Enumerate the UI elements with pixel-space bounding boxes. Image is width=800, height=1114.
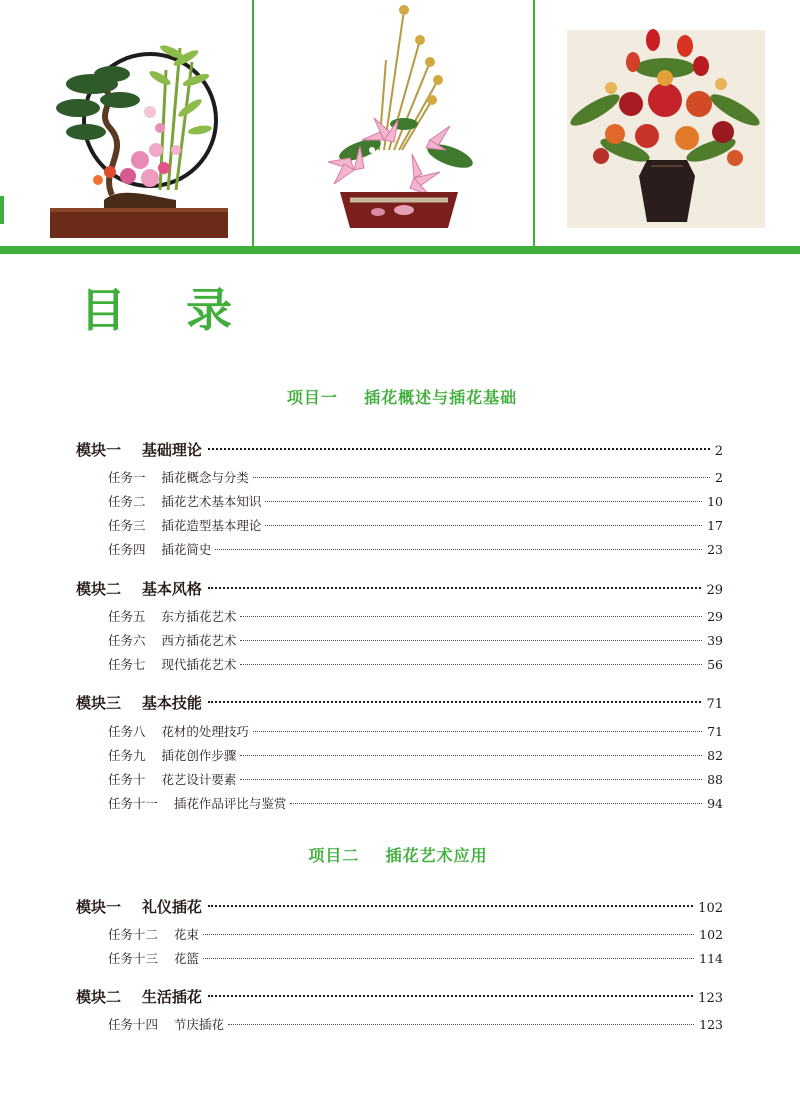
project-heading: 项目二 插花艺术应用 — [308, 846, 488, 865]
dot-leader — [240, 779, 702, 780]
red-tulip-vase-photo — [535, 0, 800, 246]
dot-leader — [240, 664, 702, 665]
page-number: 56 — [707, 657, 723, 672]
toc-module-entry[interactable] — [76, 693, 723, 715]
dot-leader — [265, 525, 702, 526]
task-label: 任务七 现代插花艺术 — [108, 657, 237, 672]
toc-module-entry[interactable] — [76, 579, 723, 601]
toc-module-entry[interactable] — [76, 987, 723, 1009]
toc-task-entry[interactable] — [108, 469, 723, 487]
toc-task-entry[interactable] — [108, 771, 723, 789]
toc-task-entry[interactable] — [108, 517, 723, 535]
dot-leader — [253, 731, 702, 732]
page-title: 目 录 — [80, 283, 255, 337]
page-number: 10 — [707, 494, 723, 509]
header-photo-strip — [0, 0, 800, 246]
module-label: 模块一 基础理论 — [76, 441, 202, 459]
task-label: 任务十二 花束 — [108, 927, 199, 942]
dot-leader — [208, 701, 702, 703]
page-number: 123 — [699, 1017, 723, 1032]
task-label: 任务一 插花概念与分类 — [108, 470, 249, 485]
module-label: 模块二 基本风格 — [76, 580, 202, 598]
page-number: 39 — [707, 633, 723, 648]
dot-leader — [240, 616, 702, 617]
toc-task-entry[interactable] — [108, 608, 723, 626]
task-label: 任务三 插花造型基本理论 — [108, 518, 262, 533]
toc-task-entry[interactable] — [108, 926, 723, 944]
task-label: 任务九 插花创作步骤 — [108, 748, 237, 763]
task-label: 任务十一 插花作品评比与鉴赏 — [108, 796, 287, 811]
toc-task-entry[interactable] — [108, 656, 723, 674]
task-label: 任务十 花艺设计要素 — [108, 772, 237, 787]
task-label: 任务二 插花艺术基本知识 — [108, 494, 262, 509]
task-label: 任务十三 花篮 — [108, 951, 199, 966]
page-number: 102 — [698, 901, 723, 916]
dot-leader — [203, 934, 694, 935]
toc-task-entry[interactable] — [108, 950, 723, 968]
toc-task-entry[interactable] — [108, 747, 723, 765]
module-label: 模块三 基本技能 — [76, 694, 202, 712]
dot-leader — [240, 640, 702, 641]
toc-task-entry[interactable] — [108, 541, 723, 559]
toc-task-entry[interactable] — [108, 493, 723, 511]
header-green-bar — [0, 246, 800, 254]
toc-module-entry[interactable] — [76, 440, 723, 462]
task-label: 任务六 西方插花艺术 — [108, 633, 237, 648]
dot-leader — [208, 905, 693, 907]
lily-basket-photo — [254, 0, 533, 246]
dot-leader — [208, 587, 702, 589]
dot-leader — [208, 995, 693, 997]
module-label: 模块二 生活插花 — [76, 988, 202, 1006]
task-label: 任务十四 节庆插花 — [108, 1017, 224, 1032]
page-number: 123 — [698, 991, 723, 1006]
dot-leader — [203, 958, 694, 959]
page-number: 94 — [707, 796, 723, 811]
toc-module-entry[interactable] — [76, 897, 723, 919]
page-number: 114 — [699, 951, 723, 966]
dot-leader — [290, 803, 702, 804]
dot-leader — [240, 755, 702, 756]
page-number: 71 — [706, 697, 723, 712]
page-number: 2 — [715, 470, 723, 485]
page-number: 29 — [706, 583, 723, 598]
page-number: 17 — [707, 518, 723, 533]
dot-leader — [253, 477, 710, 478]
page-number: 2 — [714, 444, 723, 459]
ikebana-moon-gate-photo — [0, 0, 252, 246]
task-label: 任务四 插花简史 — [108, 542, 212, 557]
toc-task-entry[interactable] — [108, 1016, 723, 1034]
page-number: 82 — [707, 748, 723, 763]
project-heading: 项目一 插花概述与插花基础 — [286, 388, 518, 407]
toc-task-entry[interactable] — [108, 723, 723, 741]
module-label: 模块一 礼仪插花 — [76, 898, 202, 916]
dot-leader — [215, 549, 702, 550]
dot-leader — [265, 501, 702, 502]
dot-leader — [208, 448, 710, 450]
toc-task-entry[interactable] — [108, 632, 723, 650]
dot-leader — [228, 1024, 694, 1025]
toc-task-entry[interactable] — [108, 795, 723, 813]
page-number: 71 — [707, 724, 723, 739]
task-label: 任务八 花材的处理技巧 — [108, 724, 249, 739]
edge-mark — [0, 196, 4, 224]
page-number: 88 — [707, 772, 723, 787]
page-number: 102 — [699, 927, 723, 942]
page-number: 29 — [707, 609, 723, 624]
page-number: 23 — [707, 542, 723, 557]
task-label: 任务五 东方插花艺术 — [108, 609, 237, 624]
